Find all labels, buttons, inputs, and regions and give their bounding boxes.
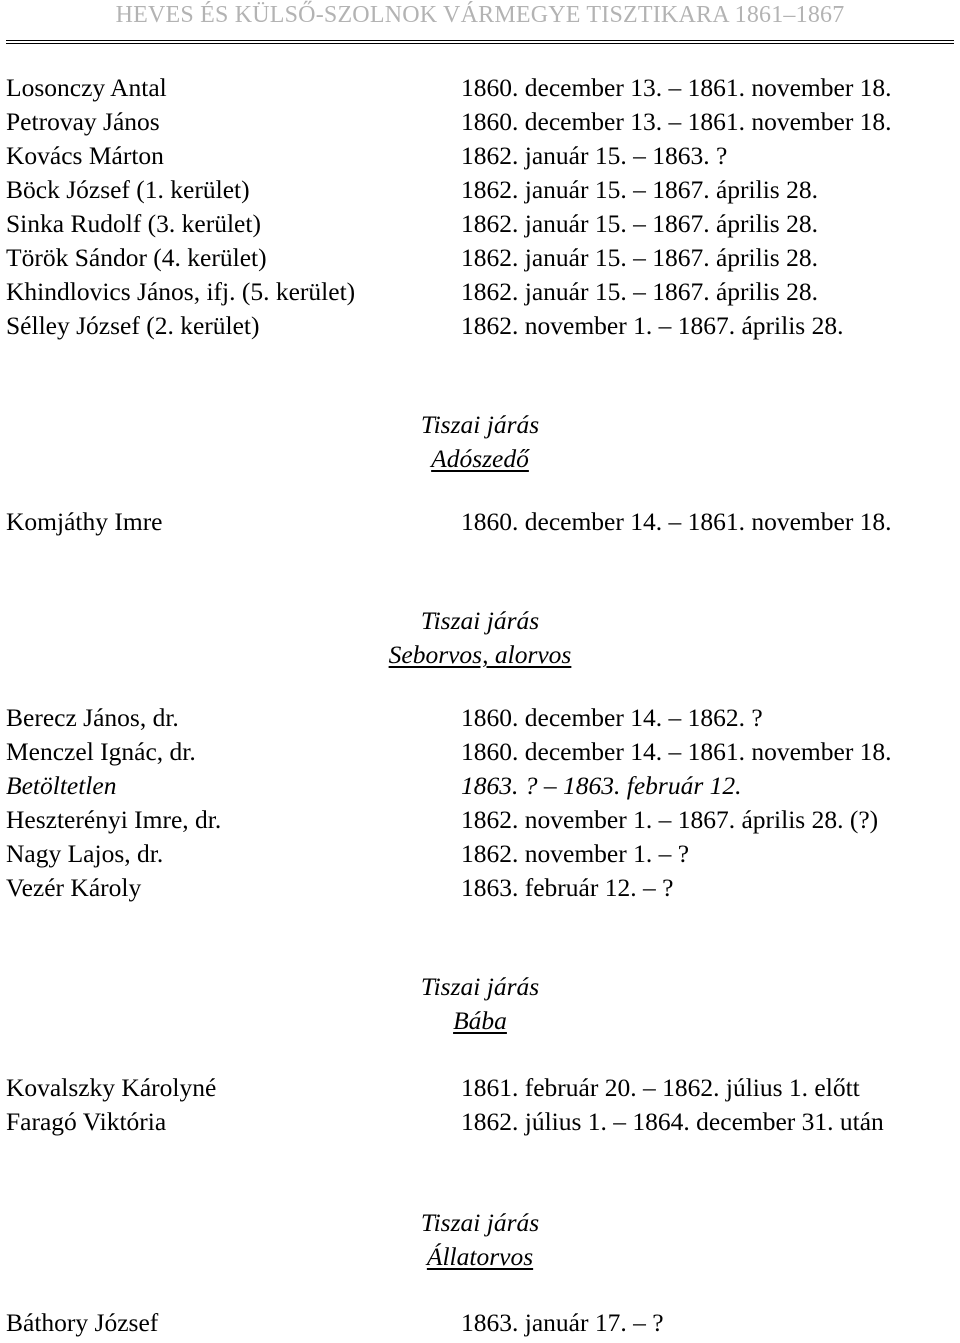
term-dates: 1862. január 15. – 1867. április 28. xyxy=(461,175,818,204)
section-district-heading: Tiszai járás xyxy=(420,606,540,635)
official-name: Menczel Ignác, dr. xyxy=(6,737,196,766)
list-item xyxy=(0,1071,960,1105)
term-dates: 1862. november 1. – ? xyxy=(461,839,690,868)
official-name: Khindlovics János, ifj. (5. kerület) xyxy=(6,277,356,306)
official-name: Berecz János, dr. xyxy=(6,703,179,732)
official-name: Kovalszky Károlyné xyxy=(6,1073,217,1102)
term-dates: 1860. december 14. – 1862. ? xyxy=(461,703,763,732)
list-item xyxy=(0,1105,960,1139)
official-name: Kovács Márton xyxy=(6,141,164,170)
list-item xyxy=(0,837,960,871)
section-office-heading: Seborvos, alorvos xyxy=(388,640,572,669)
official-name: Vezér Károly xyxy=(6,873,142,902)
running-header: HEVES ÉS KÜLSŐ-SZOLNOK VÁRMEGYE TISZTIKARA 1861–1867 xyxy=(115,2,845,28)
official-name: Nagy Lajos, dr. xyxy=(6,839,164,868)
list-item-vacant xyxy=(0,769,960,803)
header-rule xyxy=(6,40,954,41)
list-item xyxy=(0,1306,960,1340)
list-item xyxy=(0,505,960,539)
list-item xyxy=(0,309,960,343)
term-dates: 1863. február 12. – ? xyxy=(461,873,674,902)
term-dates: 1862. január 15. – 1867. április 28. xyxy=(461,277,818,306)
official-name: Török Sándor (4. kerület) xyxy=(6,243,267,272)
header-rule-double xyxy=(6,43,954,44)
term-dates: 1862. július 1. – 1864. december 31. után xyxy=(461,1107,884,1136)
section-office-heading: Bába xyxy=(453,1006,507,1035)
term-dates: 1862. január 15. – 1867. április 28. xyxy=(461,209,818,238)
list-item xyxy=(0,275,960,309)
list-item xyxy=(0,871,960,905)
term-dates: 1861. február 20. – 1862. július 1. előtt xyxy=(461,1073,860,1102)
section-district-heading: Tiszai járás xyxy=(420,1208,540,1237)
official-name: Petrovay János xyxy=(6,107,160,136)
official-name: Betöltetlen xyxy=(6,771,117,800)
list-item xyxy=(0,241,960,275)
term-dates: 1863. ? – 1863. február 12. xyxy=(461,771,742,800)
term-dates: 1862. január 15. – 1863. ? xyxy=(461,141,728,170)
official-name: Losonczy Antal xyxy=(6,73,167,102)
official-name: Heszterényi Imre, dr. xyxy=(6,805,222,834)
term-dates: 1860. december 14. – 1861. november 18. xyxy=(461,737,892,766)
list-item xyxy=(0,803,960,837)
term-dates: 1860. december 13. – 1861. november 18. xyxy=(461,73,892,102)
list-item xyxy=(0,71,960,105)
term-dates: 1862. november 1. – 1867. április 28. (?) xyxy=(461,805,879,834)
term-dates: 1862. január 15. – 1867. április 28. xyxy=(461,243,818,272)
list-item xyxy=(0,735,960,769)
term-dates: 1862. november 1. – 1867. április 28. xyxy=(461,311,844,340)
official-name: Báthory József xyxy=(6,1308,159,1337)
section-district-heading: Tiszai járás xyxy=(420,972,540,1001)
official-name: Faragó Viktória xyxy=(6,1107,167,1136)
official-name: Sélley József (2. kerület) xyxy=(6,311,260,340)
list-item xyxy=(0,173,960,207)
term-dates: 1860. december 13. – 1861. november 18. xyxy=(461,107,892,136)
term-dates: 1860. december 14. – 1861. november 18. xyxy=(461,507,892,536)
list-item xyxy=(0,701,960,735)
section-office-heading: Állatorvos xyxy=(426,1242,534,1271)
term-dates: 1863. január 17. – ? xyxy=(461,1308,664,1337)
list-item xyxy=(0,139,960,173)
official-name: Komjáthy Imre xyxy=(6,507,163,536)
official-name: Sinka Rudolf (3. kerület) xyxy=(6,209,261,238)
list-item xyxy=(0,105,960,139)
section-district-heading: Tiszai járás xyxy=(420,410,540,439)
section-office-heading: Adószedő xyxy=(431,444,529,473)
list-item xyxy=(0,207,960,241)
official-name: Böck József (1. kerület) xyxy=(6,175,250,204)
